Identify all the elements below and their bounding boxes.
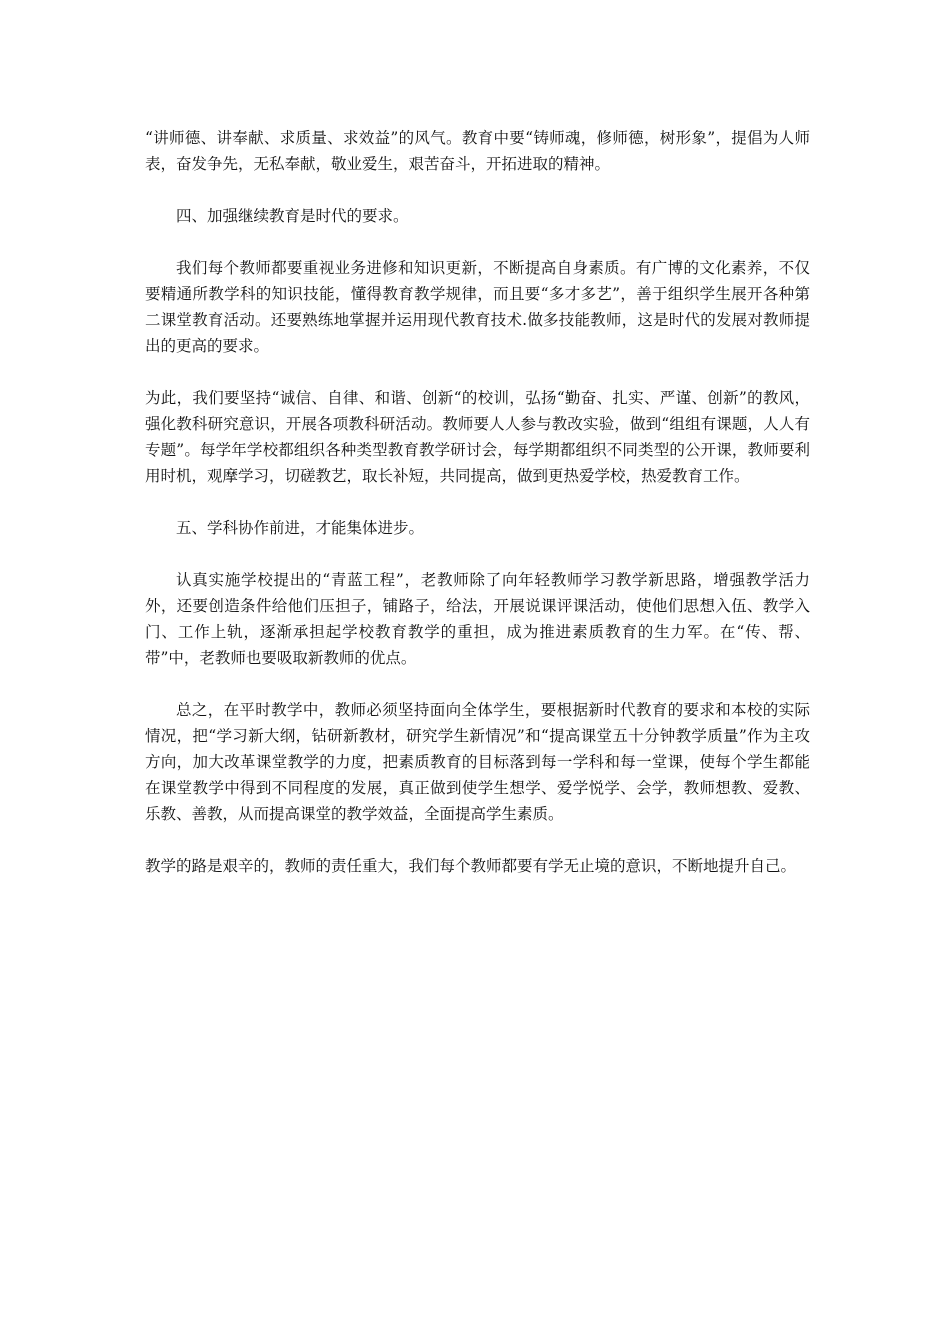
paragraph-gap bbox=[145, 827, 810, 853]
paragraph-teacher-ethics: “讲师德、讲奉献、求质量、求效益”的风气。教育中要“铸师魂，修师德，树形象”，提倡为人师表，奋发争先，无私奉献，敬业爱生，艰苦奋斗，开拓进取的精神。 bbox=[145, 129, 810, 173]
paragraph-conclusion: 教学的路是艰辛的，教师的责任重大，我们每个教师都要有学无止境的意识，不断地提升自己。 bbox=[145, 857, 797, 875]
paragraph-professional-development: 我们每个教师都要重视业务进修和知识更新，不断提高自身素质。有广博的文化素养，不仅要精通所教学科的知识技能，懂得教育教学规律，而且要“多才多艺”，善于组织学生展开各种第二课堂教育活动。还要熟练地掌握并运用现代教育技术.做多技能教师，这是时代的发展对教师提出的更高的要求。 bbox=[145, 259, 810, 355]
paragraph-mentoring-program: 认真实施学校提出的“青蓝工程”，老教师除了向年轻教师学习教学新思路，增强教学活力外，还要创造条件给他们压担子，铺路子，给法，开展说课评课活动，使他们思想入伍、教学入门、工作上轨，逐渐承担起学校教育教学的重担，成为推进素质教育的生力军。在“传、帮、带”中，老教师也要吸取新教师的优点。 bbox=[145, 571, 810, 667]
paragraph-gap bbox=[145, 541, 810, 567]
paragraph-gap bbox=[145, 177, 810, 203]
paragraph-summary: 总之，在平时教学中，教师必须坚持面向全体学生，要根据新时代教育的要求和本校的实际情况，把“学习新大纲，钻研新教材，研究学生新情况”和“提高课堂五十分钟教学质量”作为主攻方向，加大改革课堂教学的力度，把素质教育的目标落到每一学科和每一堂课，使每个学生都能在课堂教学中得到不同程度的发展，真正做到使学生想学、爱学悦学、会学，教师想教、爱教、乐教、善教，从而提高课堂的教学效益，全面提高学生素质。 bbox=[145, 701, 810, 823]
paragraph-gap bbox=[145, 671, 810, 697]
section-heading-collaboration: 五、学科协作前进，才能集体进步。 bbox=[176, 519, 425, 537]
paragraph-gap bbox=[145, 489, 810, 515]
document-body bbox=[145, 125, 810, 879]
paragraph-gap bbox=[145, 359, 810, 385]
paragraph-gap bbox=[145, 229, 810, 255]
paragraph-school-motto: 为此，我们要坚持“诚信、自律、和谐、创新“的校训，弘扬“勤奋、扎实、严谨、创新”的教风，强化教科研究意识，开展各项教科研活动。教师要人人参与教改实验，做到“组组有课题，人人有专题”。每学年学校都组织各种类型教育教学研讨会，每学期都组织不同类型的公开课，教师要利用时机，观摩学习，切磋教艺，取长补短，共同提高，做到更热爱学校，热爱教育工作。 bbox=[145, 389, 810, 485]
section-heading-continuing-education: 四、加强继续教育是时代的要求。 bbox=[176, 207, 409, 225]
